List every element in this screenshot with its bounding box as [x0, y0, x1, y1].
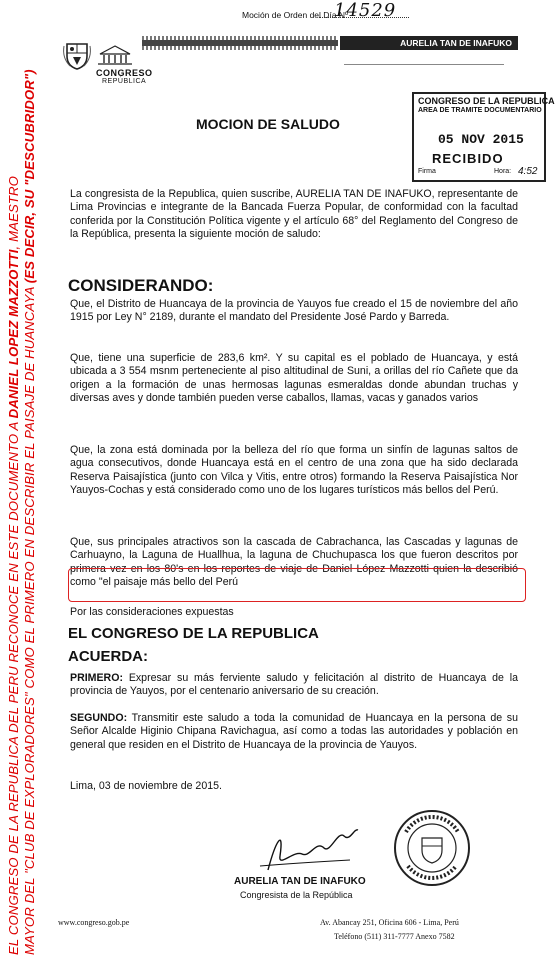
- signatory-name: AURELIA TAN DE INAFUKO: [234, 876, 366, 887]
- received-stamp: [412, 92, 555, 182]
- considerando-4: Que, sus principales atractivos son la cascada de Cabrachanca, las Cascadas y lagunas de Carhuayno, la Laguna de Huallhua, la laguna de Chuchupasca los que fueron descritos por primera vez en los 80's en los reportes de viaje de Daniel López Mazzotti quien la describió como "el paisaje más bello del Perú: [70, 536, 518, 589]
- logo-sub: REPÚBLICA: [102, 78, 147, 85]
- side-annotation-line-2: [22, 69, 37, 955]
- header-stripe-core: [142, 40, 338, 46]
- footer-address: Av. Abancay 251, Oficina 606 - Lima, Perú: [320, 918, 459, 927]
- considerando-3: Que, la zona está dominada por la belleza del río que forma un sinfín de lagunas saltos de agua consecutivos, donde Huancaya está en el centro de una zona que ha sido declarada Reserva Paisajística (junto con Vilca y Vitis, entre otros) formando la Reserva Paisajística Nor Yauyos-Cochas y está considerado como uno de los lugares turísticos más bellos del Perú.: [70, 444, 518, 497]
- signatory-role: Congresista de la República: [240, 890, 353, 900]
- considerando-heading: CONSIDERANDO:: [68, 276, 214, 295]
- order-label: Moción de Orden del Día Nº: [242, 10, 349, 20]
- handwritten-signature: [254, 810, 364, 880]
- segundo-text: Transmitir este saludo a toda la comunidad de Huancaya en la persona de su Señor Alcalde Higinio Chipana Ravichagua, así como a todas las autoridades y población en general que residen en el Distrito de Huancaya de la provincia de Yauyos.: [70, 712, 518, 751]
- por-las-line: Por las consideraciones expuestas: [70, 606, 234, 618]
- segundo-label: SEGUNDO:: [70, 712, 128, 724]
- side-text: MAYOR DEL "CLUB DE EXPLORADORES" COMO EL PRIMERO EN DESCRIBIR EL PAISAJE DE HUANCAYA: [22, 283, 37, 955]
- side-name: DANIEL LOPEZ MAZZOTTI: [6, 249, 21, 419]
- primero-paragraph: [70, 672, 518, 699]
- congress-seal-icon: [392, 808, 472, 888]
- stamp-date: 05 NOV 2015: [438, 132, 524, 147]
- date-line: Lima, 03 de noviembre de 2015.: [70, 780, 222, 792]
- side-annotation: [0, 0, 44, 960]
- side-note: (ES DECIR, SU "DESCUBRIDOR"): [22, 69, 37, 284]
- side-text: EL CONGRESO DE LA REPUBLICA DEL PERU RECONOCE EN ESTE DOCUMENTO A: [6, 418, 21, 955]
- primero-text: Expresar su más ferviente saludo y felicitación al distrito de Huancaya de la provincia de Yauyos, por el centenario aniversario de su creación.: [70, 672, 518, 698]
- document-page: [44, 0, 555, 960]
- stamp-hora-value: 4:52: [518, 166, 538, 177]
- stamp-firma-label: Firma: [418, 168, 436, 175]
- side-annotation-line-1: [6, 176, 21, 955]
- order-number: 14529: [334, 0, 397, 21]
- stamp-received: RECIBIDO: [432, 151, 504, 166]
- stamp-hora-label: Hora:: [494, 168, 512, 175]
- acuerda-heading: ACUERDA:: [68, 648, 148, 665]
- footer-phone: Teléfono (511) 311-7777 Anexo 7582: [334, 932, 455, 941]
- side-text: , MAESTRO: [6, 175, 21, 250]
- primero-label: PRIMERO:: [70, 672, 123, 684]
- considerando-2: Que, tiene una superficie de 283,6 km². Y su capital es el poblado de Huancaya, y está ubicada a 3 554 msnm perteneciente al piso altitudinal de Suni, a orillas del río Cañete que da origen a la formación de unas hermosas lagunas esmeraldas donde abundan truchas y diversas aves y donde también pueden verse caballos, llamas, vacas y ganados varios: [70, 352, 518, 405]
- logo-name: CONGRESO: [96, 68, 153, 78]
- congreso-heading: EL CONGRESO DE LA REPUBLICA: [68, 625, 319, 642]
- stamp-line-2: AREA DE TRAMITE DOCUMENTARIO: [418, 107, 542, 114]
- highlight-box: [68, 568, 526, 602]
- header-rule: [344, 64, 504, 65]
- stamp-line-1: CONGRESO DE LA REPUBLICA: [418, 96, 555, 106]
- considerando-1: Que, el Distrito de Huancaya de la provincia de Yauyos fue creado el 15 de noviembre del año 1915 por Ley N° 2189, durante el mandato del Presidente José Pardo y Barreda.: [70, 298, 518, 324]
- congress-building-icon: [96, 44, 134, 66]
- author-bar: AURELIA TAN DE INAFUKO: [340, 36, 518, 50]
- segundo-paragraph: [70, 712, 518, 752]
- document-title: MOCION DE SALUDO: [196, 116, 340, 132]
- congress-logo: [56, 36, 153, 106]
- footer-website: www.congreso.gob.pe: [58, 918, 130, 927]
- intro-paragraph: La congresista de la Republica, quien suscribe, AURELIA TAN DE INAFUKO, representante de Lima Provincias e integrante de la Bancada Fuerza Popular, de conformidad con la facultad conferida por la Constitución Política vigente y el artículo 68° del Reglamento del Congreso de la República, presenta la siguiente moción de saludo:: [70, 188, 518, 241]
- coat-of-arms-icon: [64, 40, 90, 70]
